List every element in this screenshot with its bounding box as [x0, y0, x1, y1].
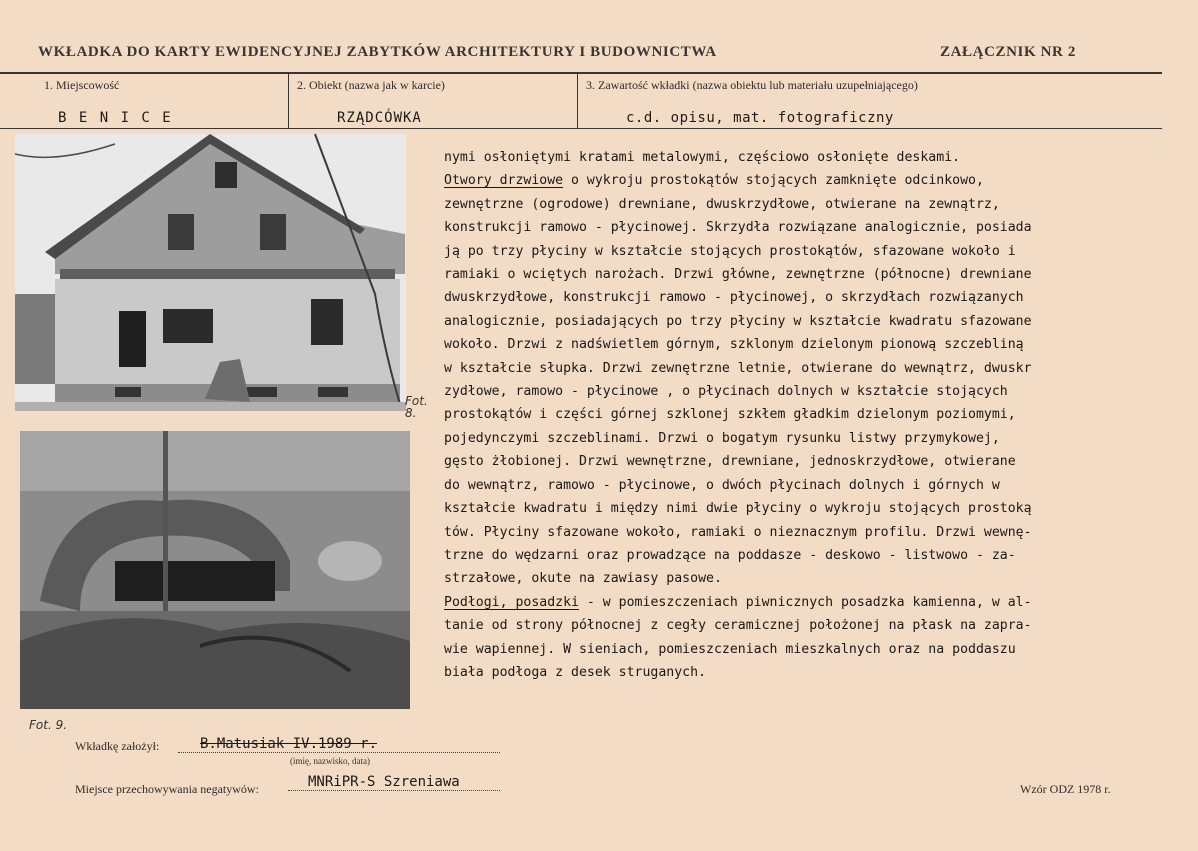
- description-line: gęsto żłobionej. Drzwi wewnętrzne, drewniane, jednoskrzydłowe, otwierane: [444, 454, 1016, 470]
- description-line: konstrukcji ramowo - płycinowej. Skrzydła rozwiązane analogicznie, posiada: [444, 220, 1032, 236]
- description-line: wokoło. Drzwi z nadświetlem górnym, szklonym dzielonym pionową szczebliną: [444, 337, 1024, 353]
- description-line: biała podłoga z desek struganych.: [444, 664, 707, 680]
- object-value: RZĄDCÓWKA: [337, 110, 422, 126]
- description-line: wie wapiennej. W sieniach, pomieszczeniach mieszkalnych oraz na poddaszu: [444, 641, 1016, 657]
- contents-label: 3. Zawartość wkładki (nazwa obiektu lub materiału uzupełniającego): [586, 78, 918, 92]
- form-version: Wzór ODZ 1978 r.: [1020, 782, 1111, 796]
- storage-label: Miejsce przechowywania negatywów:: [75, 782, 259, 796]
- description-text: [444, 146, 1156, 684]
- object-label: 2. Obiekt (nazwa jak w karcie): [297, 78, 445, 92]
- place-value: B E N I C E: [58, 110, 173, 126]
- founded-label: Wkładkę założył:: [75, 739, 160, 753]
- column-divider-1: [288, 72, 289, 128]
- description-line: strzałowe, okute na zawiasy pasowe.: [444, 571, 722, 587]
- founded-hint: (imię, nazwisko, data): [290, 756, 370, 766]
- description-line: nymi osłoniętymi kratami metalowymi, częściowo osłonięte deskami.: [444, 150, 961, 165]
- description-line: Otwory drzwiowe o wykroju prostokątów stojących zamknięte odcinkowo,: [444, 173, 984, 189]
- document-title: WKŁADKA DO KARTY EWIDENCYJNEJ ZABYTKÓW ARCHITEKTURY I BUDOWNICTWA: [38, 44, 717, 60]
- place-label: 1. Miejscowość: [44, 78, 120, 92]
- description-line: kształcie kwadratu i między nimi dwie płyciny o wykroju stojących prostoką: [444, 501, 1032, 517]
- contents-value: c.d. opisu, mat. fotograficzny: [626, 110, 894, 126]
- photo-house: [15, 134, 406, 411]
- description-line: ją po trzy płyciny w kształcie stojących prostokątów, sfazowane wokoło i: [444, 243, 1016, 259]
- section-heading-doors: Otwory drzwiowe: [444, 173, 564, 189]
- description-line: trzne do wędzarni oraz prowadzące na poddasze - deskowo - listwowo - za-: [444, 547, 1016, 563]
- description-line: analogicznie, posiadających po trzy płyciny w kształcie kwadratu sfazowane: [444, 313, 1032, 329]
- header-rule-bottom: [0, 128, 1162, 129]
- cellar-photo-image: [20, 431, 410, 709]
- description-line: do wewnątrz, ramowo - płycinowe, o dwóch płycinach dolnych i górnych w: [444, 477, 1000, 493]
- description-line: w kształcie słupka. Drzwi zewnętrzne letnie, otwierane do wewnątrz, dwuskr: [444, 360, 1032, 376]
- description-line: prostokątów i części górnej szklonej szkłem gładkim dzielonym poziomymi,: [444, 407, 1016, 423]
- section-heading-floors: Podłogi, posadzki: [444, 594, 579, 610]
- description-line: zewnętrzne (ogrodowe) drewniane, dwuskrzydłowe, otwierane na zewnątrz,: [444, 196, 1000, 212]
- photo-cellar: [20, 431, 410, 709]
- description-line: dwuskrzydłowe, konstrukcji ramowo - płycinowej, o skrzydłach rozwiązanych: [444, 290, 1024, 306]
- header-rule-top: [0, 72, 1162, 74]
- description-line: pojedynczymi szczeblinami. Drzwi o bogatym rysunku listwy przymykowej,: [444, 430, 1000, 446]
- description-line: tów. Płyciny sfazowane wokoło, ramiaki o nieznacznym profilu. Drzwi wewnę-: [444, 524, 1032, 540]
- description-line: tanie od strony północnej z cegły ceramicznej położonej na płask na zapra-: [444, 618, 1032, 634]
- annex-number: ZAŁĄCZNIK NR 2: [940, 44, 1076, 60]
- column-divider-2: [577, 72, 578, 128]
- photo-8-label: Fot. 8.: [405, 394, 428, 420]
- photo-9-label: Fot. 9.: [29, 718, 68, 732]
- description-line: Podłogi, posadzki - w pomieszczeniach piwnicznych posadzka kamienna, w al-: [444, 594, 1032, 610]
- house-photo-image: [15, 134, 406, 411]
- description-line: ramiaki o wciętych narożach. Drzwi główne, zewnętrzne (północne) drewniane: [444, 267, 1032, 283]
- founded-value: B.Matusiak IV.1989 r.: [178, 736, 500, 753]
- description-line: zydłowe, ramowo - płycinowe , o płycinach dolnych w kształcie stojących: [444, 384, 1008, 400]
- storage-value: MNRiPR-S Szreniawa: [288, 774, 500, 791]
